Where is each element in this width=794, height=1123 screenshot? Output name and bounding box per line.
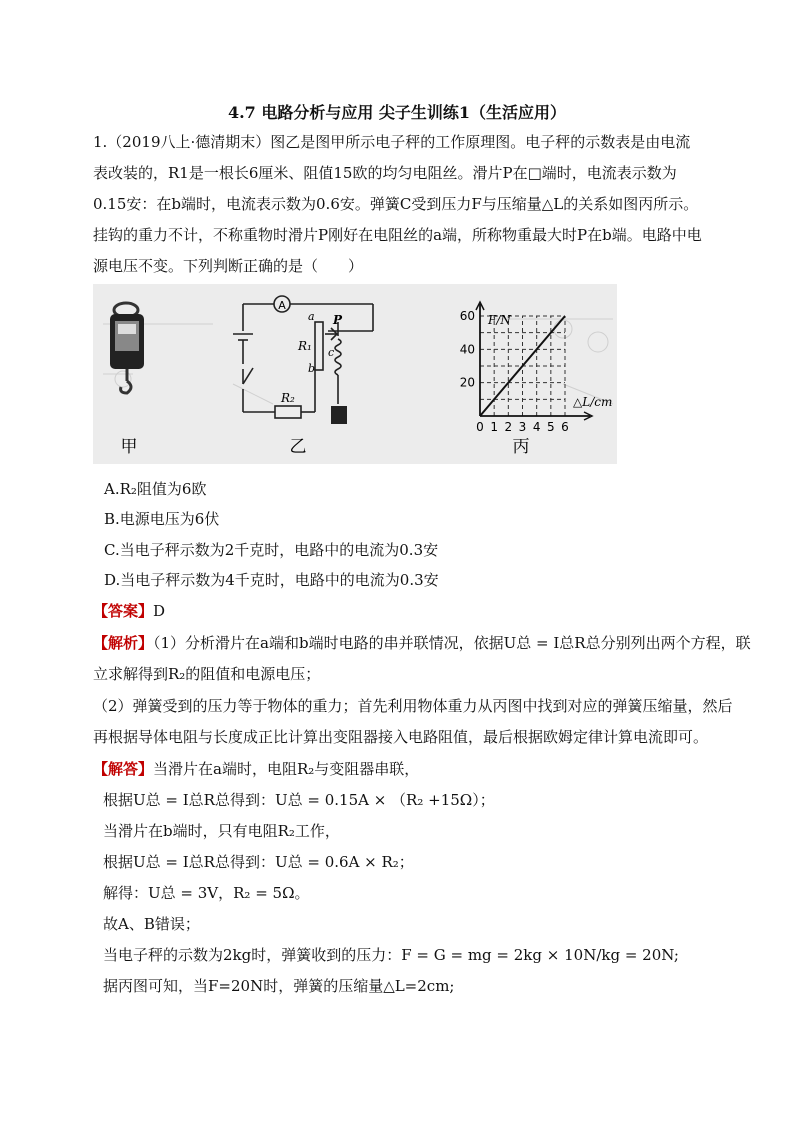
x-tick-label: 0 (476, 420, 484, 434)
x-tick-label: 1 (490, 420, 498, 434)
solution-line-5: 解得：U总 = 3V，R₂ = 5Ω。 (103, 884, 310, 902)
analysis-line-2: 立求解得到R₂的阻值和电源电压； (93, 665, 321, 683)
solution-line-2: 根据U总 = I总R总得到：U总 = 0.15A × （R₂ +15Ω）； (103, 791, 495, 809)
analysis-line-3: （2）弹簧受到的压力等于物体的重力；首先利用物体重力从丙图中找到对应的弹簧压缩量，然后 (93, 697, 733, 715)
label-yi: 乙 (289, 437, 307, 457)
solution-text-1: 当滑片在a端时，电阻R₂与变阻器串联， (153, 760, 420, 778)
option-d: D.当电子秤示数为4千克时，电路中的电流为0.3安 (104, 571, 439, 589)
label-a: a (308, 310, 315, 323)
label-c: c (328, 346, 335, 359)
option-a: A.R₂阻值为6欧 (104, 480, 207, 498)
label-jia: 甲 (120, 437, 138, 457)
y-tick-label: 60 (459, 309, 475, 323)
y-tick-label: 40 (459, 342, 475, 357)
answer-value: D (153, 602, 166, 620)
weight-block (331, 406, 347, 424)
x-axis-label: △L/cm (573, 395, 613, 409)
page-title: 4.7 电路分析与应用 尖子生训练1（生活应用） (227, 103, 567, 122)
solution-line-1 (93, 758, 419, 779)
answer-line (93, 600, 165, 621)
analysis-tag: 【解析】 (93, 634, 154, 652)
solution-line-8: 据丙图可知，当F=20N时，弹簧的压缩量△L=2cm; (103, 977, 455, 995)
x-tick-label: 2 (504, 420, 513, 434)
analysis-line-4: 再根据导体电阻与长度成正比计算出变阻器接入电路阻值，最后根据欧姆定律计算电流即可。 (93, 728, 709, 746)
option-b: B.电源电压为6伏 (104, 510, 220, 528)
x-tick-label: 5 (547, 420, 555, 434)
solution-tag: 【解答】 (93, 760, 154, 778)
label-r2: R₂ (281, 391, 295, 405)
y-axis-label: F/N (488, 313, 511, 327)
solution-line-7: 当电子秤的示数为2kg时，弹簧收到的压力：F = G = mg = 2kg × 10N/kg = 20N; (103, 946, 679, 964)
label-bing: 丙 (512, 437, 530, 457)
solution-line-3: 当滑片在b端时，只有电阻R₂工作， (103, 822, 340, 840)
question-figure (93, 284, 617, 464)
x-tick-label: 6 (561, 420, 569, 434)
answer-tag: 【答案】 (93, 602, 154, 620)
analysis-text-1: （1）分析滑片在a端和b端时电路的串并联情况，依据U总 = I总R总分别列出两个方程，联 (153, 634, 751, 652)
option-c: C.当电子秤示数为2千克时，电路中的电流为0.3安 (104, 541, 439, 559)
label-p: P (333, 313, 343, 327)
analysis-line-1 (93, 632, 751, 653)
solution-line-4: 根据U总 = I总R总得到：U总 = 0.6A × R₂； (103, 853, 414, 871)
ammeter-label: A (278, 299, 286, 312)
y-tick-label: 20 (459, 375, 475, 390)
solution-line-6: 故A、B错误； (103, 915, 200, 933)
question-stem: 1.（2019八上·德清期末）图乙是图甲所示电子秤的工作原理图。电子秤的示数表是由电流表改装的，R1是一根长6厘米、阻值15欧的均匀电阻丝。滑片P在□端时，电流表示数为0.15安：在b端时，电流表示数为0.6安。弹簧C受到压力F与压缩量△L的关系如图丙所示。挂钩的重力不计，不称重物时滑片P刚好在电阻丝的a端，所称物重最大时P在b端。电路中电源电压不变。下列判断正确的是（ ） (93, 133, 702, 275)
label-r1: R₁ (298, 339, 312, 353)
x-tick-label: 4 (532, 420, 541, 434)
x-tick-label: 3 (518, 420, 527, 434)
label-b: b (308, 362, 316, 375)
